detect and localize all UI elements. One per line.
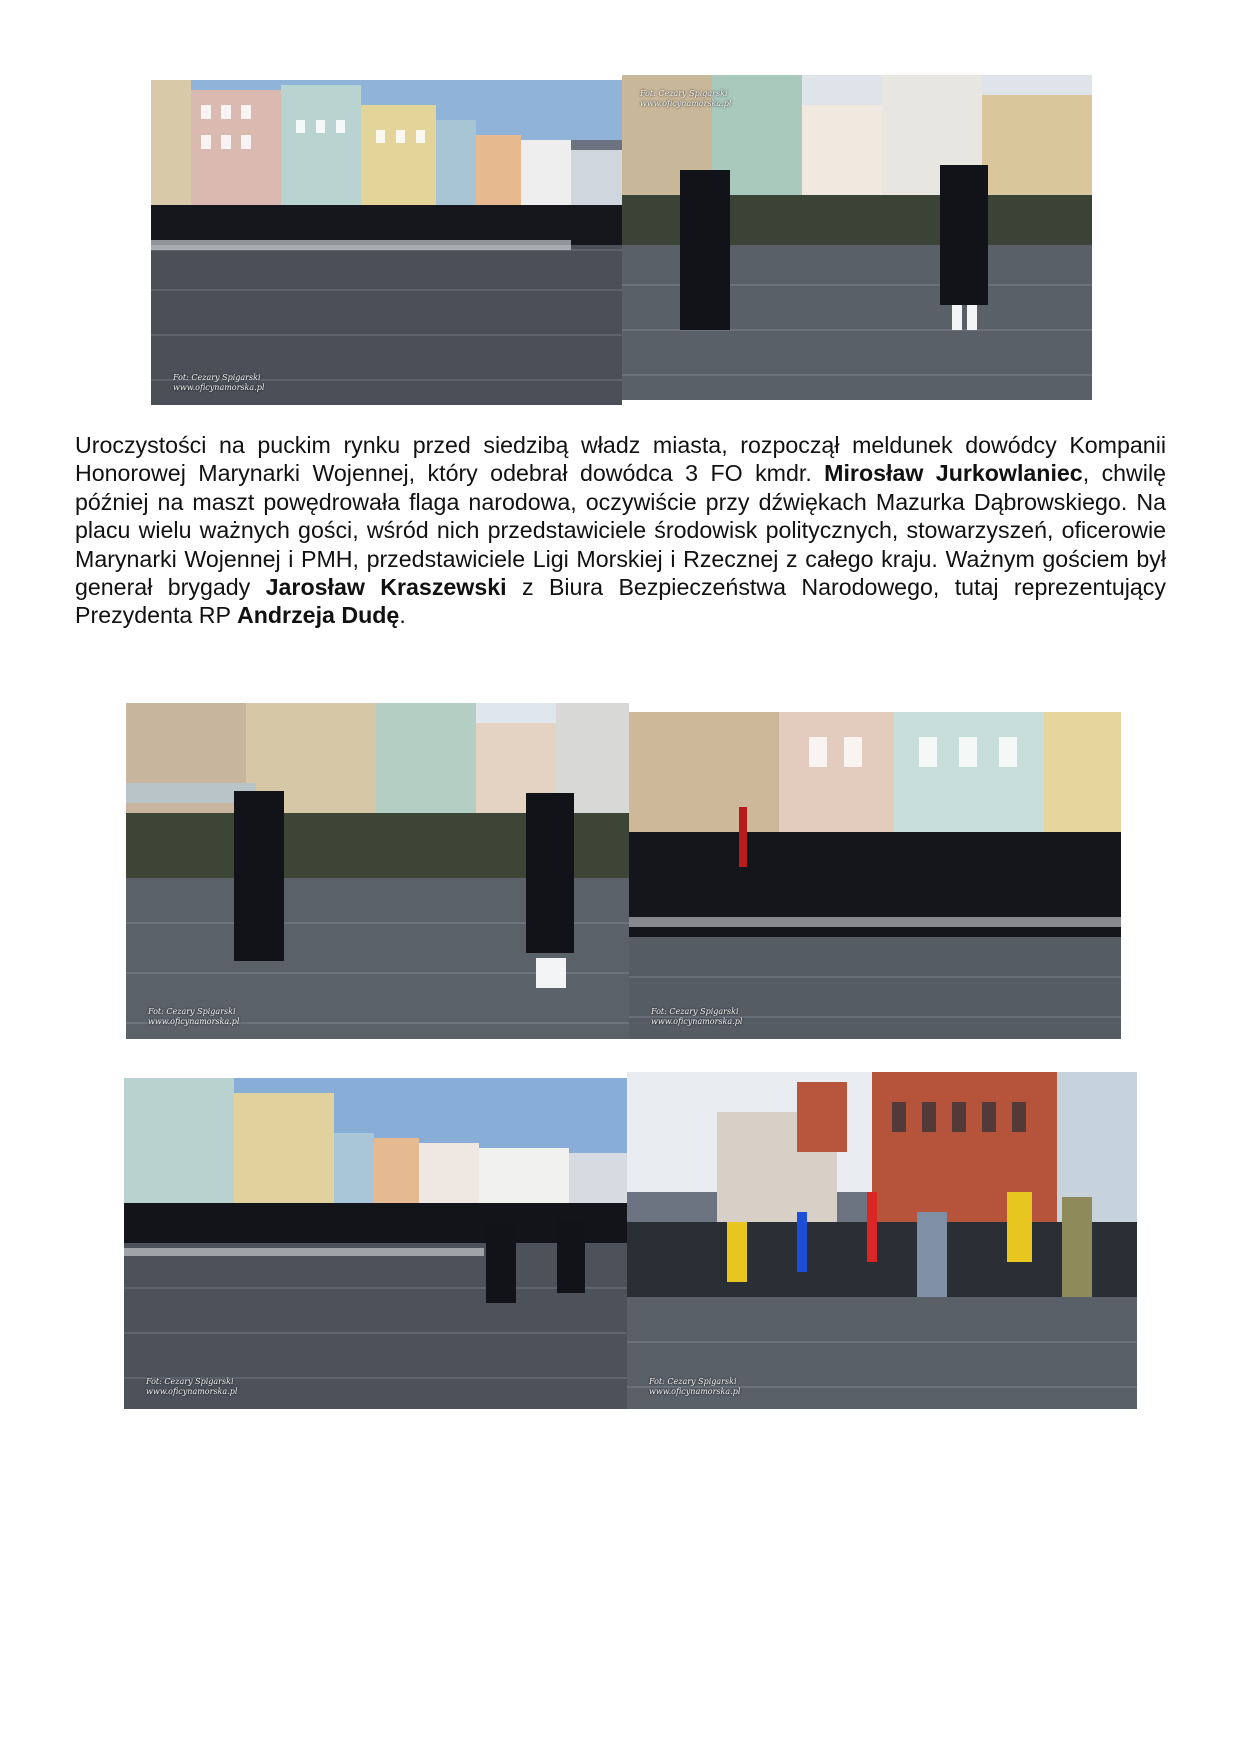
photo-credit: Fot: Cezary Spigarski www.oficynamorska.pl <box>640 89 732 108</box>
photo-officers-facing-image <box>126 703 629 1039</box>
photo-veterans-banners <box>627 1072 1137 1409</box>
photo-flag-party-image <box>629 712 1121 1039</box>
article-name-jurkowlaniec: Mirosław Jurkowlaniec <box>824 460 1083 487</box>
photo-veterans-banners-image <box>627 1072 1137 1409</box>
article-text: , chwilę później na maszt powędrowała flaga narodowa, oczywiście przy dźwiękach Mazurka Dąbrowskiego. Na placu wielu ważnych gości, wśród nich przedstawiciele środowisk politycznych, stowarzyszeń, oficerowie Marynarki Wojennej i PMH, przedstawiciele Ligi Morskiej i Rzecznej z całego kraju. Ważnym gościem był generał brygady <box>75 460 1166 601</box>
article-name-duda: Andrzeja Dudę <box>236 602 400 629</box>
photo-credit: Fot: Cezary Spigarski www.oficynamorska.pl <box>651 1007 743 1026</box>
photo-credit: Fot: Cezary Spigarski www.oficynamorska.pl <box>173 373 265 392</box>
photo-commander-report-image <box>622 75 1092 400</box>
photo-company-on-square <box>124 1078 627 1409</box>
article-name-kraszewski: Jarosław Kraszewski <box>265 574 507 601</box>
photo-row-1 <box>151 75 1092 400</box>
article-text: Uroczystości na puckim rynku przed siedzibą władz miasta, rozpoczął meldunek dowódcy Kompanii Honorowej Marynarki Wojennej, który odebrał dowódca 3 FO kmdr. <box>75 432 1166 487</box>
article-paragraph <box>75 431 1166 630</box>
article-text: z Biura Bezpieczeństwa Narodowego, tutaj reprezentujący Prezydenta RP <box>75 574 1166 629</box>
photo-sailors-formation-image <box>151 80 622 405</box>
photo-flag-party <box>629 712 1121 1039</box>
photo-company-on-square-image <box>124 1078 627 1409</box>
photo-officers-facing <box>126 703 629 1039</box>
photo-credit: Fot: Cezary Spigarski www.oficynamorska.pl <box>146 1377 238 1396</box>
photo-credit: Fot: Cezary Spigarski www.oficynamorska.pl <box>148 1007 240 1026</box>
photo-row-2 <box>126 703 1121 1039</box>
photo-row-3 <box>124 1072 1137 1409</box>
photo-sailors-formation <box>151 80 622 405</box>
photo-commander-report <box>622 75 1092 400</box>
photo-credit: Fot: Cezary Spigarski www.oficynamorska.pl <box>649 1377 741 1396</box>
article-text: . <box>399 602 406 629</box>
